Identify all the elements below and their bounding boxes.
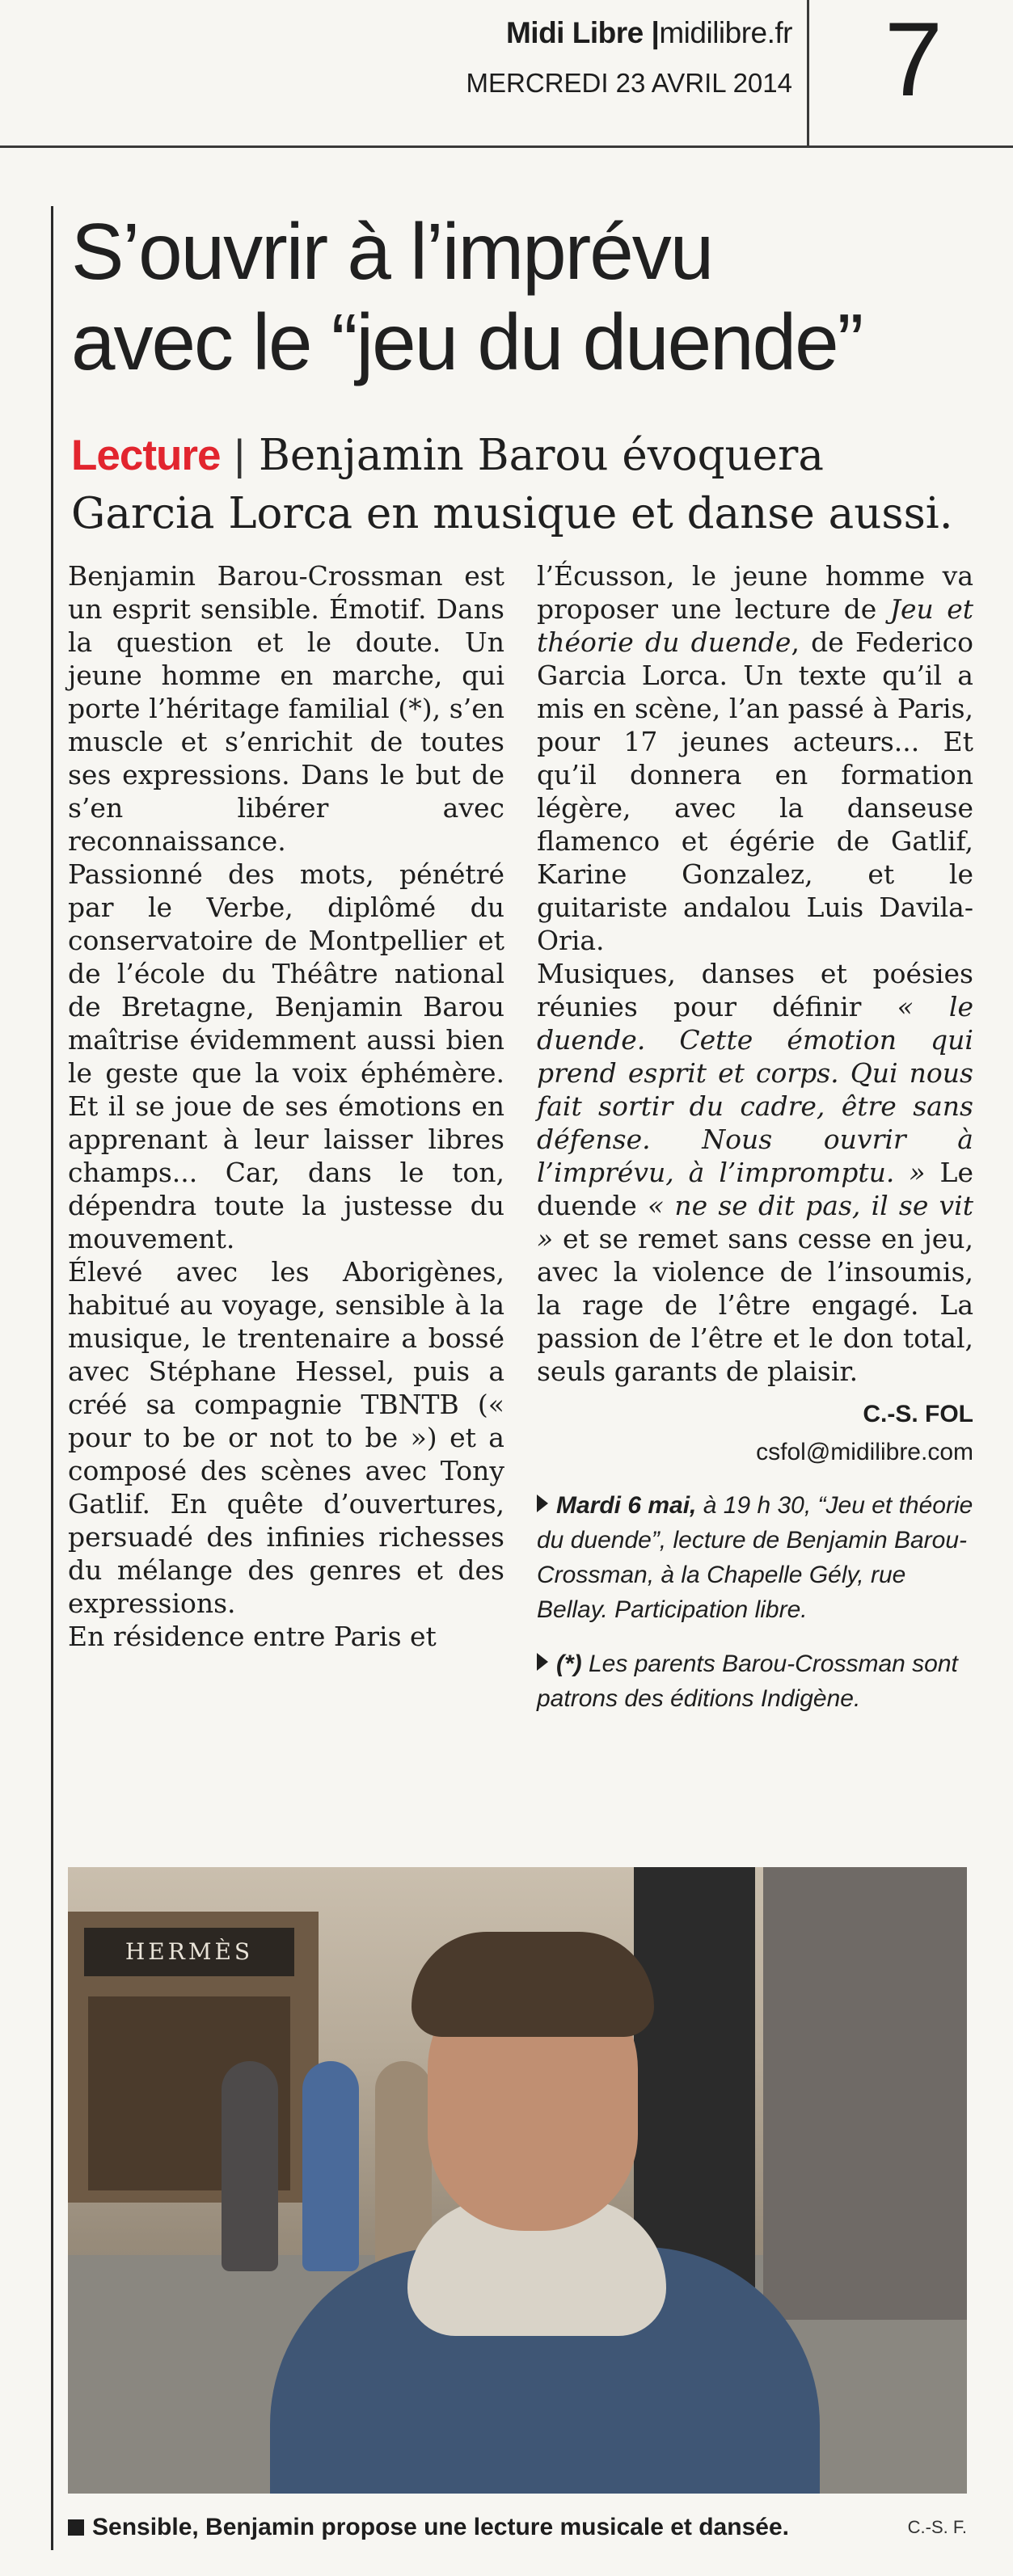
- author-byline: C.-S. FOL: [863, 1401, 973, 1427]
- newspaper-site: midilibre.fr: [659, 16, 792, 49]
- footnote: (*) Les parents Barou-Crossman sont patrons des éditions Indigène.: [537, 1651, 958, 1712]
- triangle-bullet-icon: [537, 1495, 548, 1512]
- square-bullet-icon: [68, 2519, 84, 2536]
- header-divider-horizontal: [0, 145, 1013, 148]
- page-header: [0, 0, 1013, 150]
- subject-hair: [412, 1932, 654, 2037]
- deck-line-1: Benjamin Barou évoquera: [258, 431, 824, 480]
- passerby: [302, 2061, 359, 2271]
- article-column-left: [68, 559, 504, 1653]
- article-column-right: [537, 559, 973, 1716]
- article-deck: [71, 427, 985, 543]
- paragraph: l’Écusson, le jeune homme va proposer une lecture de Jeu et théorie du duende, de Federico Garcia Lorca. Un texte qu’il a mis en scène, l’an passé à Paris, pour 17 jeunes acteurs... Et qu’il donnera en formation légère, avec la danseuse flamenco et égérie de Gatlif, Karine Gonzalez, et le guitariste andalou Luis Davila-Oria.: [537, 560, 973, 956]
- article-photo: [68, 1867, 967, 2494]
- article-headline: S’ouvrir à l’imprévu avec le “jeu du duende”: [71, 207, 863, 386]
- paragraph: Musiques, danses et poésies réunies pour définir « le duende. Cette émotion qui prend esprit et corps. Qui nous fait sortir du cadre, être sans défense. Nous ouvrir à l’imprévu, à l’impromptu. » Le duende « ne se dit pas, il se vit » et se remet sans cesse en jeu, avec la violence de l’insoumis, la rage de l’être engagé. La passion de l’être et le don total, seuls garants de plaisir.: [537, 958, 973, 1387]
- triangle-bullet-icon: [537, 1653, 548, 1671]
- photo-caption: Sensible, Benjamin propose une lecture musicale et dansée. C.-S. F.: [68, 2507, 967, 2548]
- header-divider-vertical: [807, 0, 809, 147]
- photo-credit: C.-S. F.: [907, 2517, 967, 2537]
- kicker-separator: |: [234, 432, 246, 479]
- issue-date: MERCREDI 23 AVRIL 2014: [466, 68, 792, 98]
- paragraph: Élevé avec les Aborigènes, habitué au voyage, sensible à la musique, le trentenaire a bossé avec Stéphane Hessel, puis a créé sa compagnie TBNTB (« pour to be or not to be ») et a composé des scènes avec Tony Gatlif. En quête d’ouvertures, persuadé des infinies richesses du mélange des genres et des expressions.: [68, 1256, 504, 1619]
- section-kicker: Lecture: [71, 432, 221, 479]
- dark-pillar: [634, 1867, 755, 2287]
- page-number: 7: [884, 0, 943, 118]
- deck-line-2: Garcia Lorca en musique et danse aussi.: [71, 489, 953, 538]
- building-right: [763, 1867, 967, 2320]
- paragraph: Benjamin Barou-Crossman est un esprit sensible. Émotif. Dans la question et le doute. Un jeune homme en marche, qui porte l’héritage familial (*), s’en muscle et s’enrichit de toutes ses expressions. Dans le but de s’en libérer avec reconnaissance.: [68, 560, 504, 857]
- newspaper-name: Midi Libre |midilibre.fr: [505, 16, 792, 49]
- article-left-rule: [51, 206, 53, 2550]
- store-sign: HERMÈS: [84, 1928, 294, 1976]
- author-email: csfol@midilibre.com: [756, 1439, 973, 1465]
- event-info: Mardi 6 mai, à 19 h 30, “Jeu et théorie du duende”, lecture de Benjamin Barou-Crossman, à la Chapelle Gély, rue Bellay. Participation libre.: [537, 1492, 973, 1623]
- paragraph: Passionné des mots, pénétré par le Verbe, diplômé du conservatoire de Montpellier et de l’école du Théâtre national de Bretagne, Benjamin Barou maîtrise évidemment aussi bien le geste que la voix éphémère. Et il se joue de ses émotions en apprenant à leur laisser libres champs... Car, dans le ton, dépendra toute la justesse du mouvement.: [68, 858, 504, 1254]
- passerby: [222, 2061, 278, 2271]
- paragraph: En résidence entre Paris et: [68, 1621, 437, 1652]
